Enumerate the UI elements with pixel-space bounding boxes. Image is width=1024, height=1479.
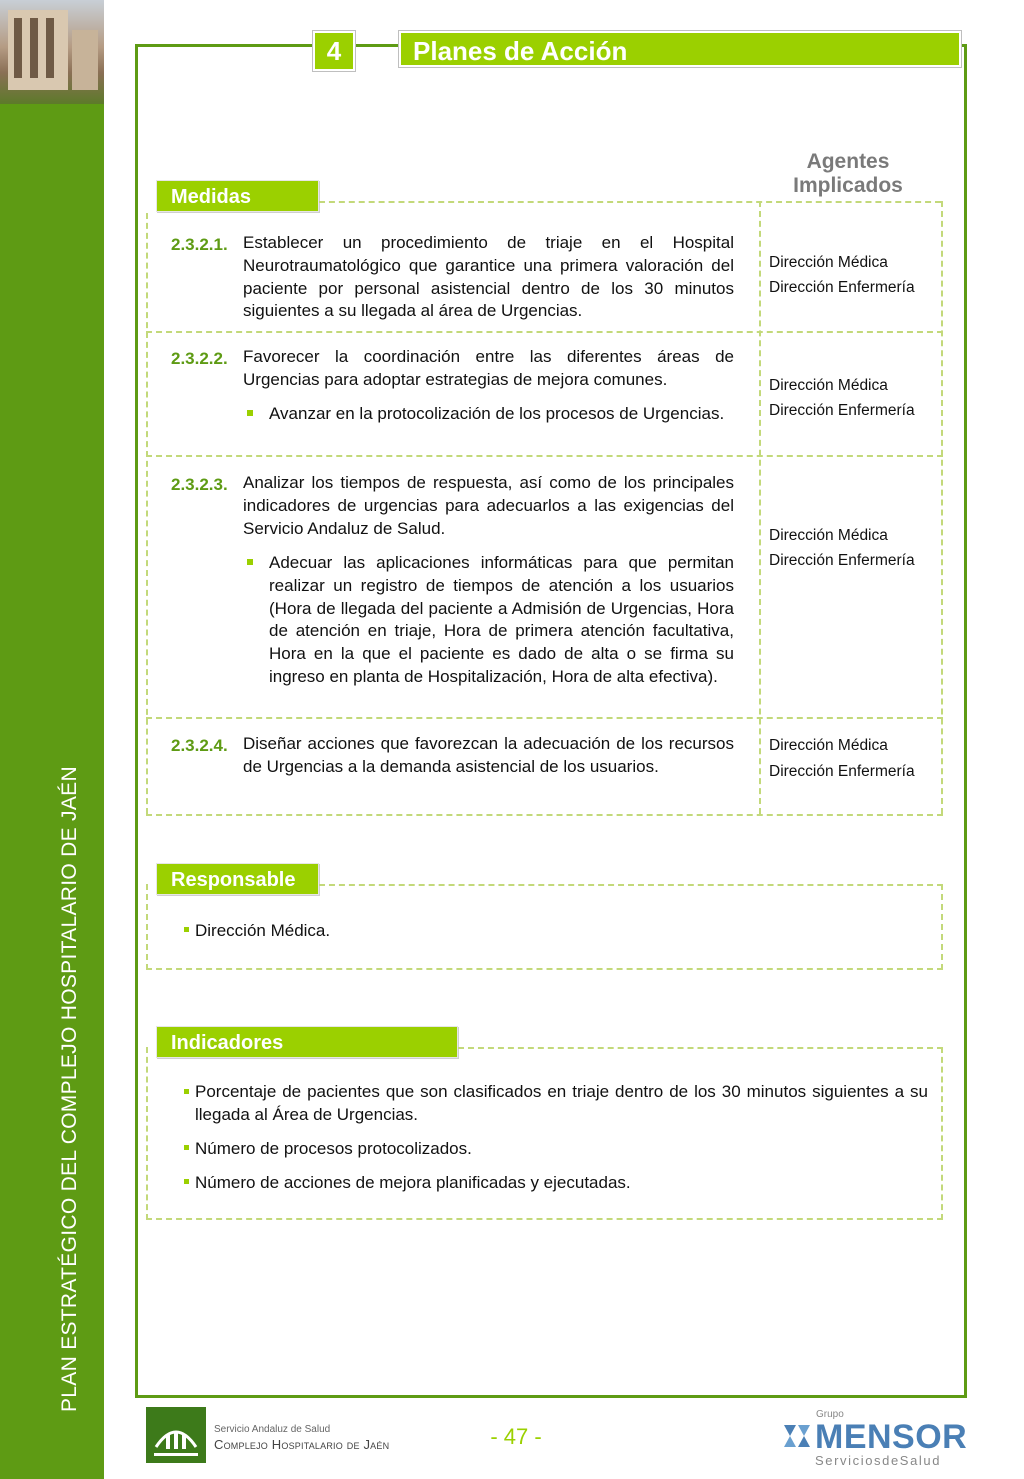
bullet-square-icon bbox=[184, 1145, 189, 1150]
medidas-top-border bbox=[319, 201, 941, 203]
medidas-bottom-border bbox=[146, 814, 943, 816]
bullet-square-icon bbox=[184, 1089, 189, 1094]
agentes-heading-line1: Agentes bbox=[806, 150, 890, 173]
medida-bullet: Avanzar en la protocolización de los procesos de Urgencias. bbox=[269, 404, 725, 423]
mensor-grupo-label: Grupo bbox=[816, 1409, 844, 1420]
row-divider-3 bbox=[146, 717, 943, 719]
indicador-item: Número de acciones de mejora planificadas y ejecutadas. bbox=[195, 1173, 631, 1192]
medida-text: Establecer un procedimiento de triaje en el Hospital Neurotraumatológico que garantice una primera valoración del paciente por personal asistencial dentro de los 30 minutos siguientes a su llegada al área de Urgencias. bbox=[243, 233, 734, 321]
medidas-left-border bbox=[146, 213, 148, 814]
medida-number: 2.3.2.4. bbox=[171, 736, 228, 755]
hospital-photo bbox=[0, 0, 104, 104]
medida-number: 2.3.2.3. bbox=[171, 475, 228, 494]
agent-item: Dirección Enfermería bbox=[769, 402, 915, 419]
indicador-item: Número de procesos protocolizados. bbox=[195, 1139, 472, 1158]
indicadores-top-border bbox=[458, 1047, 943, 1049]
row-divider-1 bbox=[146, 331, 943, 333]
page-number: - 47 - bbox=[490, 1424, 542, 1449]
mensor-subtitle: ServiciosdeSalud bbox=[815, 1453, 942, 1468]
agentes-heading bbox=[760, 150, 936, 198]
agent-item: Dirección Médica bbox=[769, 527, 888, 544]
sas-name: Servicio Andaluz de Salud bbox=[214, 1424, 331, 1435]
chapter-title: Planes de Acción bbox=[399, 31, 961, 67]
responsable-top-border bbox=[319, 884, 943, 886]
complejo-name: Complejo Hospitalario de Jaén bbox=[214, 1437, 390, 1452]
bullet-square-icon bbox=[184, 927, 189, 932]
agent-item: Dirección Enfermería bbox=[769, 279, 915, 296]
medida-text: Favorecer la coordinación entre las diferentes áreas de Urgencias para adoptar estrategias de mejora comunes. bbox=[243, 347, 734, 389]
bullet-square-icon bbox=[247, 410, 253, 416]
indicadores-label: Indicadores bbox=[156, 1026, 458, 1058]
agent-item: Dirección Médica bbox=[769, 254, 888, 271]
medida-text: Diseñar acciones que favorezcan la adecuación de los recursos de Urgencias a la demanda asistencial de los usuarios. bbox=[243, 734, 734, 776]
bullet-square-icon bbox=[184, 1179, 189, 1184]
agent-item: Dirección Médica bbox=[769, 737, 888, 754]
bullet-square-icon bbox=[247, 559, 253, 565]
vertical-document-title: PLAN ESTRATÉGICO DEL COMPLEJO HOSPITALARIO DE JAÉN bbox=[58, 766, 81, 1412]
junta-andalucia-logo bbox=[146, 1407, 206, 1463]
agent-item: Dirección Enfermería bbox=[769, 552, 915, 569]
mensor-logo-icon bbox=[782, 1421, 812, 1451]
medida-text: Analizar los tiempos de respuesta, así como de los principales indicadores de urgencias para adecuarlos a las exigencias del Servicio Andaluz de Salud. bbox=[243, 473, 734, 538]
mensor-logo-text: MENSOR bbox=[815, 1418, 968, 1456]
medidas-right-border bbox=[941, 201, 943, 814]
medidas-label: Medidas bbox=[156, 180, 319, 212]
chapter-number: 4 bbox=[313, 31, 355, 71]
agent-item: Dirección Médica bbox=[769, 377, 888, 394]
agentes-heading-line2: Implicados bbox=[793, 174, 903, 197]
side-band bbox=[0, 0, 104, 1479]
indicador-item: Porcentaje de pacientes que son clasificados en triaje dentro de los 30 minutos siguientes a su llegada al Área de Urgencias. bbox=[195, 1082, 928, 1124]
row-divider-2 bbox=[146, 455, 943, 457]
medida-bullet: Adecuar las aplicaciones informáticas para que permitan realizar un registro de tiempos de atención a los usuarios (Hora de llegada del paciente a Admisión de Urgencias, Hora de atención en triaje, Hora de primera atención facultativa, Hora en la que el paciente es dado de alta o se firma su ingreso en planta de Hospitalización, Hora de alta efectiva). bbox=[269, 553, 734, 686]
responsable-label: Responsable bbox=[156, 863, 319, 895]
medidas-column-divider bbox=[759, 201, 761, 814]
medida-number: 2.3.2.2. bbox=[171, 349, 228, 368]
agent-item: Dirección Enfermería bbox=[769, 763, 915, 780]
responsable-item: Dirección Médica. bbox=[195, 921, 331, 940]
medida-number: 2.3.2.1. bbox=[171, 235, 228, 254]
